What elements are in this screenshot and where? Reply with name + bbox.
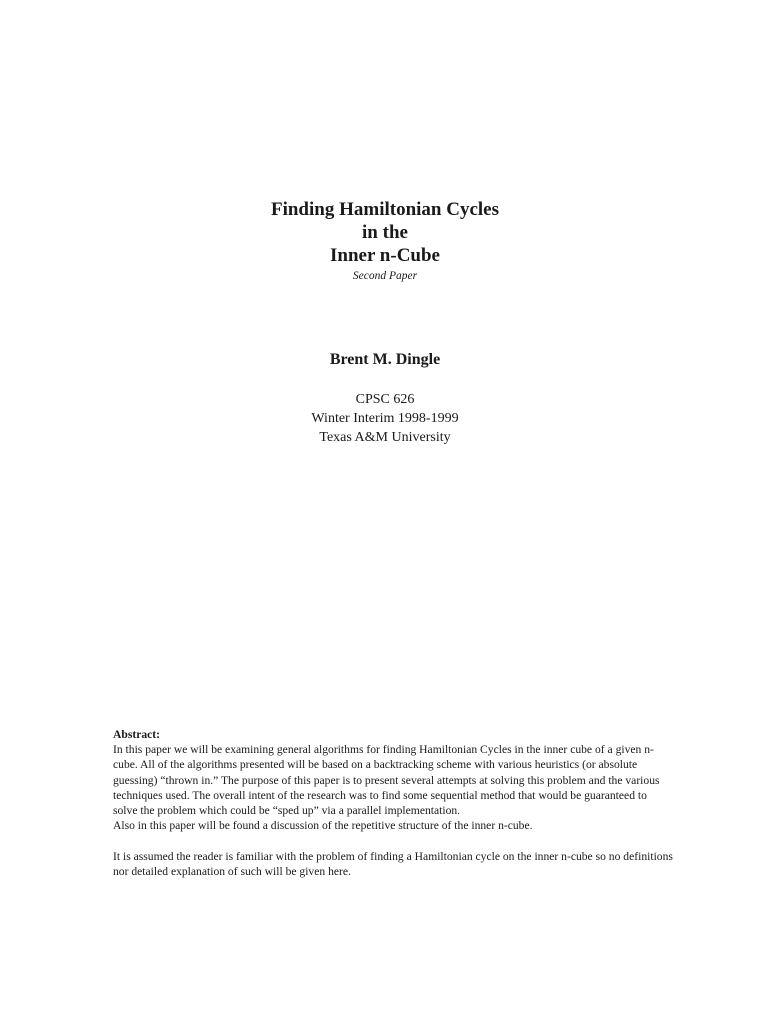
- abstract-paragraph-2: Also in this paper will be found a discussion of the repetitive structure of the inner n-cube.: [113, 819, 533, 833]
- title-line-1: Finding Hamiltonian Cycles: [270, 199, 500, 220]
- university: Texas A&M University: [319, 430, 451, 445]
- abstract-paragraph-3: It is assumed the reader is familiar with the problem of finding a Hamiltonian cycle on the inner n-cube so no definitions nor detailed explanation of such will be given here.: [113, 849, 673, 878]
- abstract-heading: Abstract:: [113, 728, 161, 741]
- paragraph-gap: [113, 833, 673, 848]
- title-line-2: in the: [362, 222, 408, 243]
- subtitle: Second Paper: [352, 270, 418, 282]
- course-code: CPSC 626: [355, 392, 415, 407]
- abstract-paragraph-1: In this paper we will be examining general algorithms for finding Hamiltonian Cycles in the inner cube of a given n-cube. All of the algorithms presented will be based on a backtracking scheme with various heuristics (or absolute guessing) “thrown in.” The purpose of this paper is to present several attempts at solving this problem and the various techniques used. The overall intent of the research was to find some sequential method that would be guaranteed to solve the problem which could be “sped up” via a parallel implementation.: [113, 743, 660, 818]
- author-name: Brent M. Dingle: [329, 351, 441, 368]
- title-line-3: Inner n-Cube: [330, 245, 440, 266]
- term: Winter Interim 1998-1999: [311, 411, 459, 426]
- affiliation-block: [0, 390, 770, 447]
- title-block: [0, 198, 770, 284]
- abstract-section: [113, 727, 673, 879]
